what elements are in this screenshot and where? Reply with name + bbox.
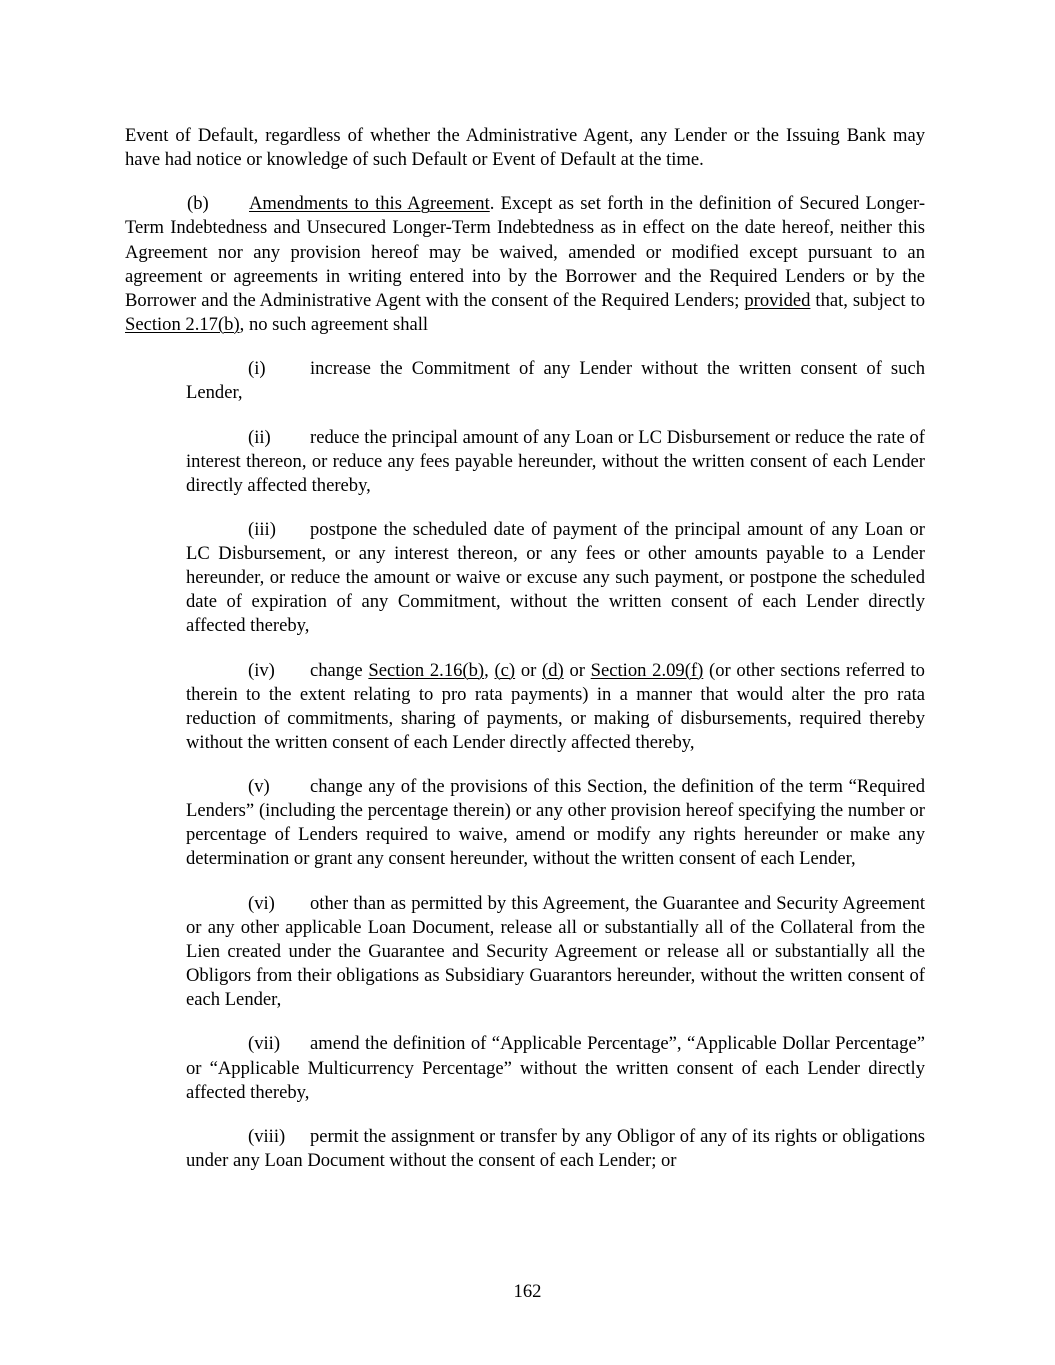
intro-paragraph: Event of Default, regardless of whether the Administrative Agent, any Lender or the Issuing Bank may have had notice or knowledge of such Default or Event of Default at the time. [125,125,925,171]
item-label: (iv) [248,659,275,681]
section-b-text-3: , no such agreement shall [239,313,429,335]
item-text-pre: change [310,659,369,681]
item-label: (ii) [248,426,271,448]
section-b-heading: Amendments to this Agreement [249,193,490,215]
list-item-iii [186,518,925,638]
list-item-vi [186,892,925,1012]
separator: or [515,659,543,681]
item-text: change any of the provisions of this Section, the definition of the term “Required Lenders” (including the percentage therein) or any other provision hereof specifying the number or percentage of Lenders required to waive, amend or modify any rights hereunder or make any determination or grant any consent hereunder, without the written consent of each Lender, [186,776,925,870]
item-text: amend the definition of “Applicable Percentage”, “Applicable Dollar Percentage” or “Applicable Multicurrency Percentage” without the written consent of each Lender directly affected thereby, [186,1033,925,1103]
section-2-09f-reference: Section 2.09(f) [590,659,704,681]
list-item-iv [186,659,925,755]
separator: or [563,659,591,681]
section-2-17b-reference: Section 2.17(b) [125,313,240,335]
item-text: other than as permitted by this Agreement, the Guarantee and Security Agreement or any other applicable Loan Document, release all or substantially all of the Collateral from the Lien created under the Guarantee and Security Agreement or release all or substantially all the Obligors from their obligations as Subsidiary Guarantors hereunder, without the written consent of each Lender, [186,892,925,1011]
section-b-label: (b) [187,193,209,215]
item-label: (v) [248,776,270,798]
item-text: increase the Commitment of any Lender without the written consent of such Lender, [186,358,925,404]
item-label: (i) [248,358,266,380]
list-item-ii [186,426,925,498]
item-text: reduce the principal amount of any Loan or LC Disbursement or reduce the rate of interest thereon, or reduce any fees payable hereunder, without the written consent of each Lender directly affected thereby, [186,426,925,496]
section-b-paragraph [125,192,925,337]
list-item-viii [186,1125,925,1173]
document-body [125,124,925,1193]
page-number: 162 [513,1281,542,1302]
section-b-text-1: . Except as set forth in the definition of Secured Longer-Term Indebtedness and Unsecured Longer-Term Indebtedness as in effect on the date hereof, neither this Agreement nor any provision hereof may be waived, amended or modified except pursuant to an agreement or agreements in writing entered into by the Borrower and the Required Lenders or by the Borrower and the Administrative Agent with the consent of the Required Lenders; [125,193,926,311]
list-item-i [186,357,925,405]
section-c-reference: (c) [494,659,516,681]
item-label: (vi) [248,892,275,914]
section-d-reference: (d) [542,659,564,681]
section-b-text-2: that, subject to [810,289,925,311]
item-label: (viii) [248,1125,286,1147]
item-text: postpone the scheduled date of payment of the principal amount of any Loan or LC Disbursement, or any interest thereon, or any fees or other amounts payable to a Lender hereunder, or reduce the amount or waive or excuse any such payment, or postpone the scheduled date of expiration of any Commitment, without the written consent of each Lender directly affected thereby, [186,518,925,637]
item-label: (iii) [248,518,276,540]
item-text: permit the assignment or transfer by any Obligor of any of its rights or obligations under any Loan Document without the consent of each Lender; or [186,1125,925,1171]
separator: , [484,659,495,681]
item-label: (vii) [248,1033,281,1055]
section-2-16b-reference: Section 2.16(b) [368,659,485,681]
provided-term: provided [744,289,811,311]
list-item-v [186,775,925,871]
list-item-vii [186,1032,925,1104]
item-text: (or other sections referred to therein to the extent relating to pro rata payments) in a manner that would alter the pro rata reduction of commitments, sharing of payments, or making of disbursements, required thereby without the written consent of each Lender directly affected thereby, [186,659,925,753]
